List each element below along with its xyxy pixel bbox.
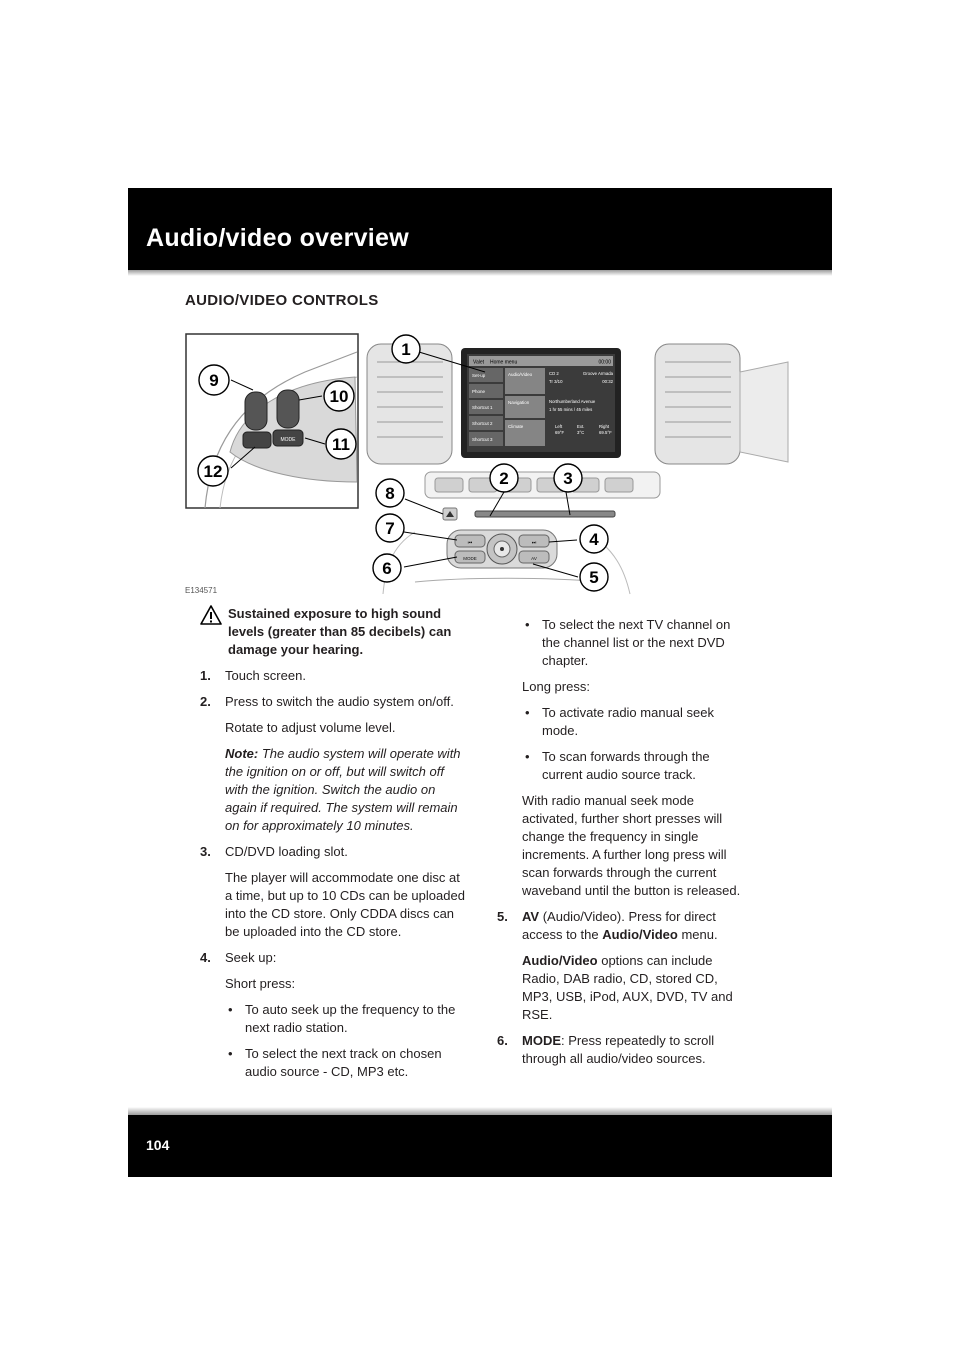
screen-clock: 00:00 — [598, 359, 611, 366]
item-text: Touch screen. — [225, 668, 306, 683]
note-text: The audio system will operate with the ignition on or off, but will switch off with the ignition. Switch the audio on again if required. The system will remain on for approximately 10 minutes. — [225, 746, 461, 833]
item-2-para: Rotate to adjust volume level. — [225, 720, 396, 735]
figure-code: E134571 — [185, 586, 218, 595]
volume-thumbwheel — [245, 392, 267, 430]
callout-7: 7 — [385, 519, 395, 538]
seek-up-icon: ⏭ — [531, 540, 537, 546]
item-5-para-text: options can include Radio, DAB radio, CD, stored CD, MP3, USB, iPod, AUX, DVD, TV and RSE. — [522, 953, 733, 1022]
item-6-label: MODE — [522, 1033, 561, 1048]
screen-climate-left-temp: 69°F — [555, 430, 565, 435]
item-4-continued — [497, 616, 747, 900]
screen-valet-label: Valet — [473, 359, 485, 366]
bullet-text: To scan forwards through the current audio source track. — [542, 749, 710, 782]
item-5-label: AV — [522, 909, 540, 924]
page-header — [128, 188, 832, 270]
item-number: 3. — [200, 844, 211, 859]
bullet-text: To auto seek up the frequency to the next radio station. — [245, 1002, 456, 1035]
callout-10: 10 — [329, 387, 349, 406]
screen-tile-nav: Navigation — [508, 400, 530, 405]
item-6-text: : Press repeatedly to scroll through all audio/video sources. — [522, 1033, 715, 1066]
item-text: Seek up: — [225, 950, 277, 965]
list-item: • To auto seek up the frequency to the next radio station. — [228, 1002, 456, 1035]
callout-6: 6 — [382, 559, 392, 578]
item-number: 1. — [200, 668, 211, 683]
screen-audio-artist: Groove Armada — [582, 371, 613, 376]
screen-climate-left: Left — [555, 424, 563, 429]
controls-illustration — [185, 332, 789, 598]
item-2 — [200, 693, 470, 835]
callout-3: 3 — [563, 469, 573, 488]
callout-2: 2 — [499, 469, 509, 488]
callout-1: 1 — [401, 340, 411, 359]
list-item: • To scan forwards through the current audio source track. — [525, 749, 710, 782]
bullet-text: To select the next TV channel on the channel list or the next DVD chapter. — [542, 617, 731, 668]
note-label: Note: — [225, 746, 259, 761]
screen-climate-right-temp: 69.5°F — [599, 430, 612, 435]
item-5-para — [522, 952, 747, 1024]
item-number: 2. — [200, 694, 211, 709]
item-3-para: The player will accommodate one disc at a time, but up to 10 CDs can be uploaded into the CD store. Only CDDA discs can be uploaded into the CD store. — [225, 870, 465, 939]
section-heading: AUDIO/VIDEO CONTROLS — [185, 292, 379, 309]
warning-text: Sustained exposure to high sound levels (greater than 85 decibels) can damage your hearing. — [228, 606, 452, 657]
item-5-text: (Audio/Video). Press for direct access to the — [522, 909, 716, 942]
screen-nav-street: Northumberland Avenue — [549, 399, 596, 404]
left-column — [200, 605, 470, 1081]
screen-menu-shortcut1: Shortcut 1 — [472, 405, 493, 410]
bullet-text: To select the next track on chosen audio source - CD, MP3 etc. — [245, 1046, 442, 1079]
callout-8: 8 — [385, 484, 395, 503]
screen-audio-time: 00:32 — [602, 379, 613, 384]
screen-menu-phone: Phone — [472, 389, 486, 394]
list-item: • To activate radio manual seek mode. — [525, 705, 714, 738]
right-column — [497, 616, 747, 1068]
screen-menu-shortcut2: Shortcut 2 — [472, 421, 493, 426]
screen-tile-audio: Audio/Video — [508, 372, 533, 377]
footer-shadow — [128, 1107, 832, 1115]
item-number: 5. — [497, 909, 508, 924]
screen-climate-ext-temp: 3°C — [577, 430, 585, 435]
list-item: • To select the next track on chosen audio source - CD, MP3 etc. — [228, 1046, 442, 1079]
item-number: 4. — [200, 950, 211, 965]
header-shadow — [128, 270, 832, 276]
item-5-end: menu. — [677, 927, 718, 942]
page-footer — [128, 1115, 832, 1177]
wheel-mode-label: MODE — [280, 437, 296, 443]
item-5-para-label: Audio/Video — [522, 953, 598, 968]
page-number: 104 — [146, 1137, 170, 1153]
screen-menu-shortcut3: Shortcut 3 — [472, 437, 493, 442]
screen-menu-setup: Set-up — [472, 373, 486, 378]
callout-5: 5 — [589, 568, 599, 587]
list-item: • To select the next TV channel on the channel list or the next DVD chapter. — [525, 617, 731, 668]
screen-climate-right: Right — [599, 424, 610, 429]
item-6 — [497, 1032, 747, 1068]
controls-figure — [185, 332, 789, 598]
callout-11: 11 — [332, 435, 350, 454]
warning-block — [200, 605, 470, 659]
page-title: Audio/video overview — [146, 224, 410, 252]
item-4-para: With radio manual seek mode activated, further short presses will change the frequency in single increments. A further long press will scan forwards through the current waveband until the button is released. — [522, 793, 741, 898]
screen-tile-climate: Climate — [508, 424, 524, 429]
seek-thumbwheel — [277, 390, 299, 428]
panel-av-label: AV — [531, 556, 537, 561]
item-text: CD/DVD loading slot. — [225, 844, 348, 859]
right-vent — [655, 344, 740, 464]
item-number: 6. — [497, 1033, 508, 1048]
item-5 — [497, 908, 747, 1024]
warning-triangle-icon — [200, 605, 222, 625]
callout-12: 12 — [203, 462, 223, 481]
screen-audio-cd: CD 2 — [549, 371, 559, 376]
seek-down-icon: ⏮ — [467, 540, 473, 546]
item-text: Press to switch the audio system on/off. — [225, 694, 454, 709]
item-4-short-press: Short press: — [225, 976, 296, 991]
item-5-menu: Audio/Video — [602, 927, 678, 942]
screen-audio-track: Tr 3/10 — [549, 379, 563, 384]
item-3 — [200, 843, 470, 941]
item-1 — [200, 667, 470, 685]
disc-slot — [475, 511, 615, 517]
screen-nav-eta: 1 hr 55 mins / 45 miles — [549, 407, 593, 412]
screen-home-label: Home menu — [490, 359, 518, 366]
bullet-text: To activate radio manual seek mode. — [542, 705, 714, 738]
panel-mode-label: MODE — [463, 556, 477, 561]
callout-9: 9 — [209, 371, 219, 390]
callout-4: 4 — [589, 530, 599, 549]
item-4-long-press: Long press: — [522, 679, 590, 694]
item-2-note — [225, 745, 470, 835]
item-4 — [200, 949, 470, 1081]
screen-climate-ext: Ext. — [577, 424, 585, 429]
